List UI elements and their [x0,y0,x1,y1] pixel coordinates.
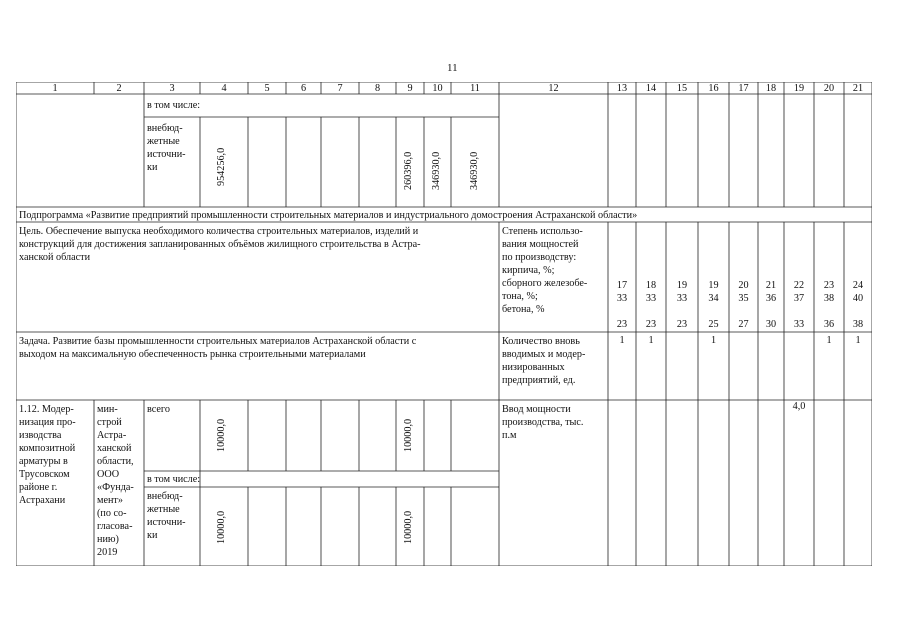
col-header: 12 [548,83,559,94]
measure-executor-line: области, [97,456,134,467]
col-header: 6 [300,83,307,94]
goal-value: 27 [738,319,749,330]
extra-budget-label: источни- [147,149,186,160]
extra-budget-label: ки [147,530,158,541]
task-text: выходом на максимальную обеспеченность рынка строительными материалами [19,349,366,360]
measure-executor-line: строй [97,417,122,428]
extra-budget-label: жетные [147,136,180,147]
measure-col19-value: 4,0 [792,401,806,412]
goal-value: 33 [645,293,657,304]
goal-value: 19 [708,280,719,291]
page-number: 11 [447,62,458,74]
measure-name-line: композитной [19,443,76,454]
col-header: 11 [470,83,480,94]
task-indicator: предприятий, ед. [502,375,576,386]
goal-value: 23 [823,280,835,291]
goal-value: 33 [676,293,688,304]
subprogram-title: Подпрограмма «Развитие предприятий промышленности строительных материалов и индустриального домостроения Астраханской области» [19,210,638,221]
measure-executor-line: 2019 [97,547,118,558]
extra-budget-col4: 10000,0 [216,510,227,544]
goal-value: 17 [616,280,628,291]
goal-value: 35 [738,293,749,304]
in-that-number-label: в том числе: [147,474,201,485]
measure-executor-line: мент» [97,495,123,506]
extra-budget-label: жетные [147,504,180,515]
goal-value: 33 [793,319,805,330]
goal-value: 25 [708,319,719,330]
goal-value: 30 [765,319,777,330]
extra-budget-col9: 260396,0 [403,151,414,190]
goal-indicator: по производству: [502,252,577,263]
col-header: 19 [793,83,805,94]
goal-value: 24 [852,280,864,291]
extra-budget-col4: 954256,0 [216,147,227,186]
goal-value: 36 [765,293,777,304]
total-col9: 10000,0 [403,418,414,452]
task-text: Задача. Развитие базы промышленности строительных материалов Астраханской области с [19,336,417,347]
col-header: 10 [432,83,443,94]
measure-executor-line: (по со- [97,508,127,519]
measure-executor-line: нию) [97,534,119,545]
col-header: 21 [852,83,864,94]
col-header: 2 [116,83,122,94]
col-header: 15 [676,83,688,94]
goal-text: конструкций для достижения запланированных объёмов жилищного строительства в Астра- [19,239,421,250]
task-indicator: Количество вновь [502,336,580,347]
measure-name-line: районе г. [19,482,58,493]
goal-indicator: сборного железобе- [502,278,588,289]
goal-value: 40 [852,293,864,304]
col-header: 5 [264,83,270,94]
col-header: 7 [337,83,343,94]
goal-value: 22 [793,280,805,291]
measure-executor-line: ООО [97,469,120,480]
col-header: 1 [52,83,58,94]
extra-budget-col9: 10000,0 [403,510,414,544]
goal-indicator: Степень использо- [502,226,583,237]
measure-indicator: производства, тыс. [502,417,584,428]
goal-value: 19 [676,280,688,291]
in-that-number-label: в том числе: [147,100,201,111]
goal-indicator: кирпича, %; [502,265,555,276]
measure-executor-line: гласова- [97,521,133,532]
goal-value: 38 [852,319,864,330]
measure-executor-line: мин- [97,404,118,415]
task-value: 1 [826,335,832,346]
goal-text: ханской области [19,252,91,263]
col-header: 20 [823,83,835,94]
measure-executor-line: «Фунда- [97,482,134,493]
goal-value: 23 [616,319,628,330]
col-header: 4 [221,83,227,94]
col-header: 13 [616,83,628,94]
goal-indicator: вания мощностей [502,239,579,250]
task-value: 1 [648,335,654,346]
measure-name-line: 1.12. Модер- [19,404,74,415]
measure-name-line: низация про- [19,417,76,428]
measure-name-line: Астрахани [19,495,66,506]
col-header: 8 [374,83,381,94]
total-label: всего [147,404,170,415]
extra-budget-label: внебюд- [147,491,183,502]
col-header: 17 [738,83,749,94]
col-header: 9 [407,83,413,94]
program-table [16,82,872,566]
goal-value: 21 [765,280,777,291]
task-indicator: вводимых и модер- [502,349,586,360]
extra-budget-col10: 346930,0 [431,151,442,190]
goal-value: 36 [823,319,835,330]
measure-name-line: Трусовском [19,469,70,480]
goal-value: 23 [645,319,657,330]
col-header: 16 [708,83,719,94]
col-header: 14 [645,83,657,94]
goal-value: 18 [645,280,657,291]
goal-indicator: тона, %; [502,291,538,302]
goal-text: Цель. Обеспечение выпуска необходимого количества строительных материалов, изделий и [19,226,419,237]
measure-name-line: арматуры в [19,456,68,467]
task-value: 1 [855,335,861,346]
extra-budget-label: внебюд- [147,123,183,134]
goal-value: 37 [793,293,805,304]
goal-value: 38 [823,293,835,304]
task-indicator: низированных [502,362,565,373]
extra-budget-label: ки [147,162,158,173]
measure-name-line: изводства [19,430,62,441]
measure-executor-line: Астра- [97,430,127,441]
extra-budget-label: источни- [147,517,186,528]
task-value: 1 [710,335,717,346]
col-header: 3 [169,83,175,94]
goal-value: 20 [738,280,749,291]
goal-value: 23 [676,319,688,330]
task-value: 1 [619,335,625,346]
measure-indicator: Ввод мощности [502,404,571,415]
goal-value: 34 [708,293,719,304]
measure-executor-line: ханской [97,443,132,454]
col-header: 18 [765,83,777,94]
extra-budget-col11: 346930,0 [469,151,480,190]
total-col4: 10000,0 [216,418,227,452]
measure-indicator: п.м [502,430,517,441]
goal-value: 33 [616,293,628,304]
goal-indicator: бетона, % [502,304,545,315]
